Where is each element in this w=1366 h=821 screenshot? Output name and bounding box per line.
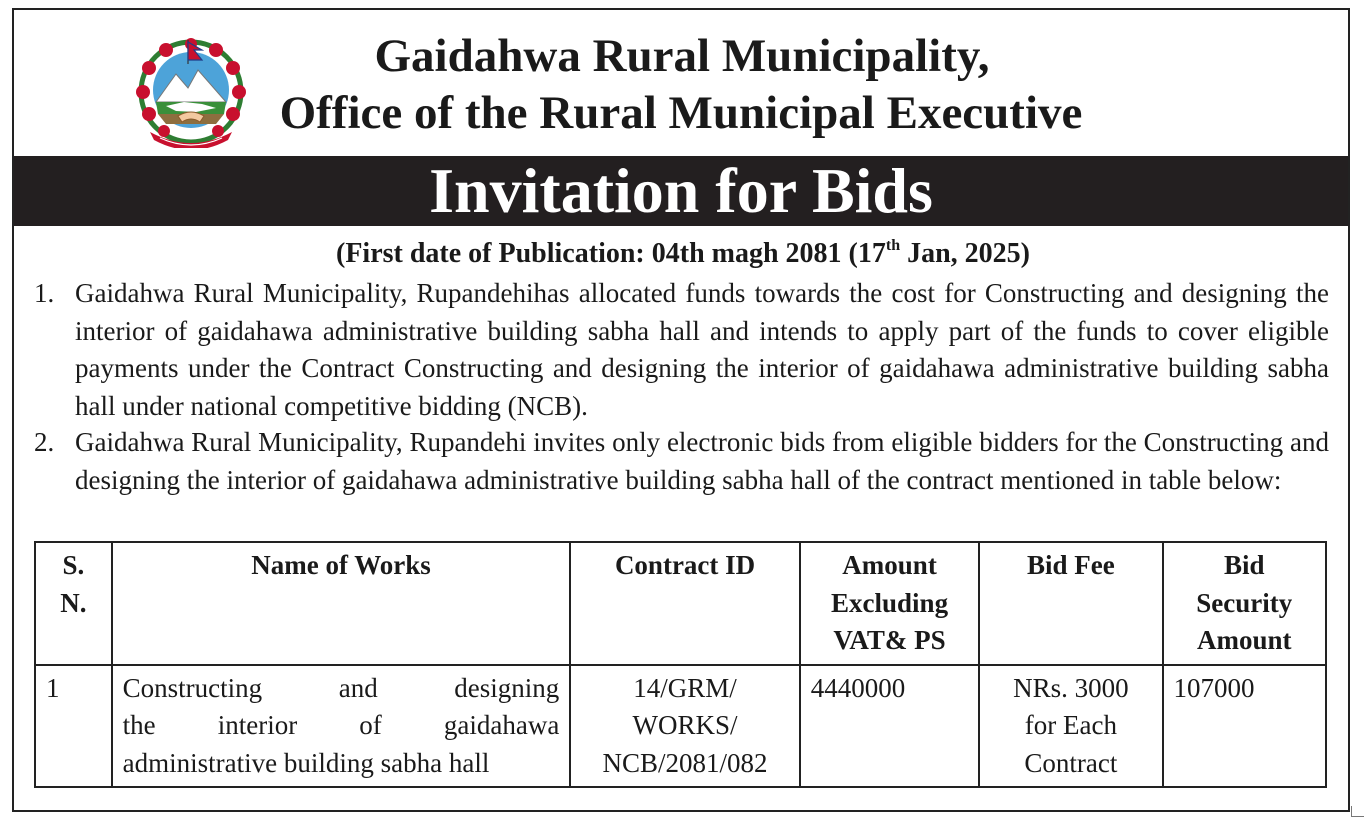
paragraph-number: 2. (34, 427, 55, 457)
header-contract-id: Contract ID (570, 542, 799, 665)
table-row (35, 665, 1326, 788)
works-table (34, 541, 1327, 788)
table-header-row (35, 542, 1326, 665)
publication-date-ordinal: th (885, 237, 901, 254)
nepal-emblem-icon (136, 36, 246, 148)
cell-bid-fee: NRs. 3000 for Each Contract (979, 665, 1162, 788)
municipality-name: Gaidahwa Rural Municipality, (374, 30, 990, 82)
paragraph-text: Gaidahwa Rural Municipality, Rupandehihas allocated funds towards the cost for Constructing and designing the interior of gaidahawa administrative building sabha hall and intends to apply part of the funds to cover eligible payments under the Contract Constructing and designing the interior of gaidahawa administrative building sabha hall under national competitive bidding (NCB). (75, 278, 1329, 421)
header-bid-fee: Bid Fee (979, 542, 1162, 665)
publication-date (0, 236, 1366, 272)
cell-sn: 1 (35, 665, 112, 788)
notice-header (0, 0, 1366, 150)
cell-contract-id: 14/GRM/ WORKS/ NCB/2081/082 (570, 665, 799, 788)
cell-name-of-works: Constructing and designing the interior of gaidahawa administrative building sabha hall (112, 665, 571, 788)
paragraph-text: Gaidahwa Rural Municipality, Rupandehi invites only electronic bids from eligible bidders for the Constructing and designing the interior of gaidahawa administrative building sabha hall of the contract mentioned in table below: (75, 427, 1329, 495)
cell-amount: 4440000 (800, 665, 980, 788)
cell-bid-security: 107000 (1163, 665, 1327, 788)
publication-date-suffix: Jan, 2025) (900, 238, 1030, 269)
header-amount: Amount Excluding VAT& PS (800, 542, 980, 665)
header-bid-security: Bid Security Amount (1163, 542, 1327, 665)
paragraph-number: 1. (34, 278, 55, 308)
header-sn: S. N. (35, 542, 112, 665)
publication-date-prefix: (First date of Publication: 04th magh 2081 (17 (336, 238, 886, 269)
header-name-of-works: Name of Works (112, 542, 571, 665)
office-name: Office of the Rural Municipal Executive (279, 87, 1083, 139)
corner-mark (1351, 806, 1364, 817)
title-banner: Invitation for Bids (14, 156, 1348, 226)
